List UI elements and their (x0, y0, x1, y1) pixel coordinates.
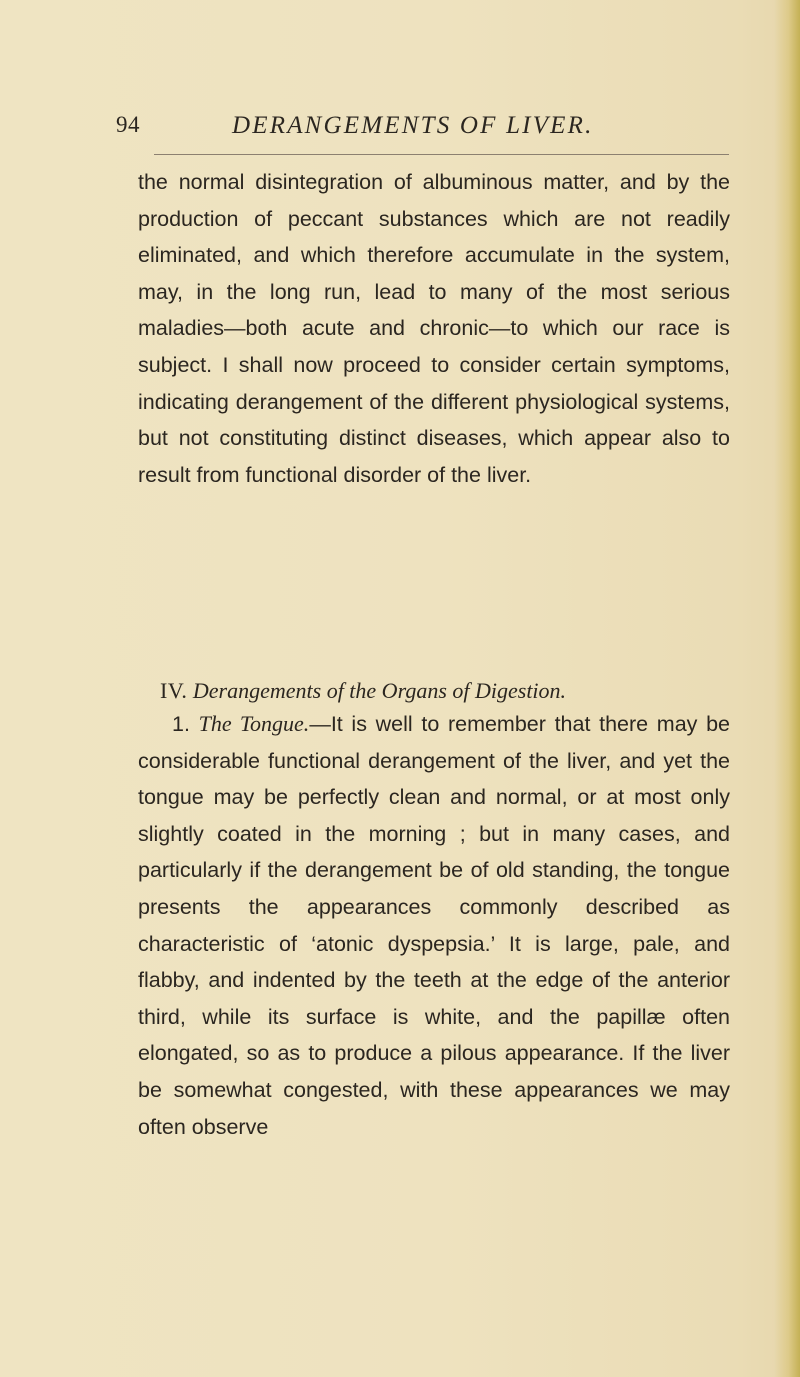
paragraph-tongue (138, 706, 730, 1145)
page-header (116, 112, 716, 148)
paragraph-number: 1. (172, 712, 190, 736)
page-edge-shadow (774, 0, 800, 1377)
paragraph-continuation: the normal disintegration of albuminous matter, and by the production of peccant substances which are not readily eliminated, and which therefore accumulate in the system, may, in the long run, lead to many of the most serious maladies—both acute and chronic—to which our race is subject. I shall now proceed to consider certain symptoms, indicating derangement of the different physiological systems, but not constituting distinct diseases, which appear also to result from functional disorder of the liver. (138, 170, 730, 487)
section-title: Derangements of the Organs of Digestion. (192, 678, 567, 703)
paragraph-body: —It is well to remember that there may be considerable functional derangement of the liver, and yet the tongue may be perfectly clean and normal, or at most only slightly coated in the morning ; but in many cases, and particularly if the derangement be of old standing, the tongue presents the appearances commonly described as characteristic of ‘atonic dyspepsia.’ It is large, pale, and flabby, and indented by the teeth at the edge of the anterior third, while its surface is white, and the papillæ often elongated, so as to produce a pilous appearance. If the liver be somewhat congested, with these appearances we may often observe (138, 712, 731, 1139)
paragraph-lead-title: The Tongue. (198, 711, 310, 736)
section-heading (160, 674, 566, 708)
section-numeral: IV. (160, 678, 188, 703)
running-title: DERANGEMENTS OF LIVER. (232, 112, 594, 139)
header-rule (154, 154, 729, 155)
page-number: 94 (116, 112, 140, 137)
